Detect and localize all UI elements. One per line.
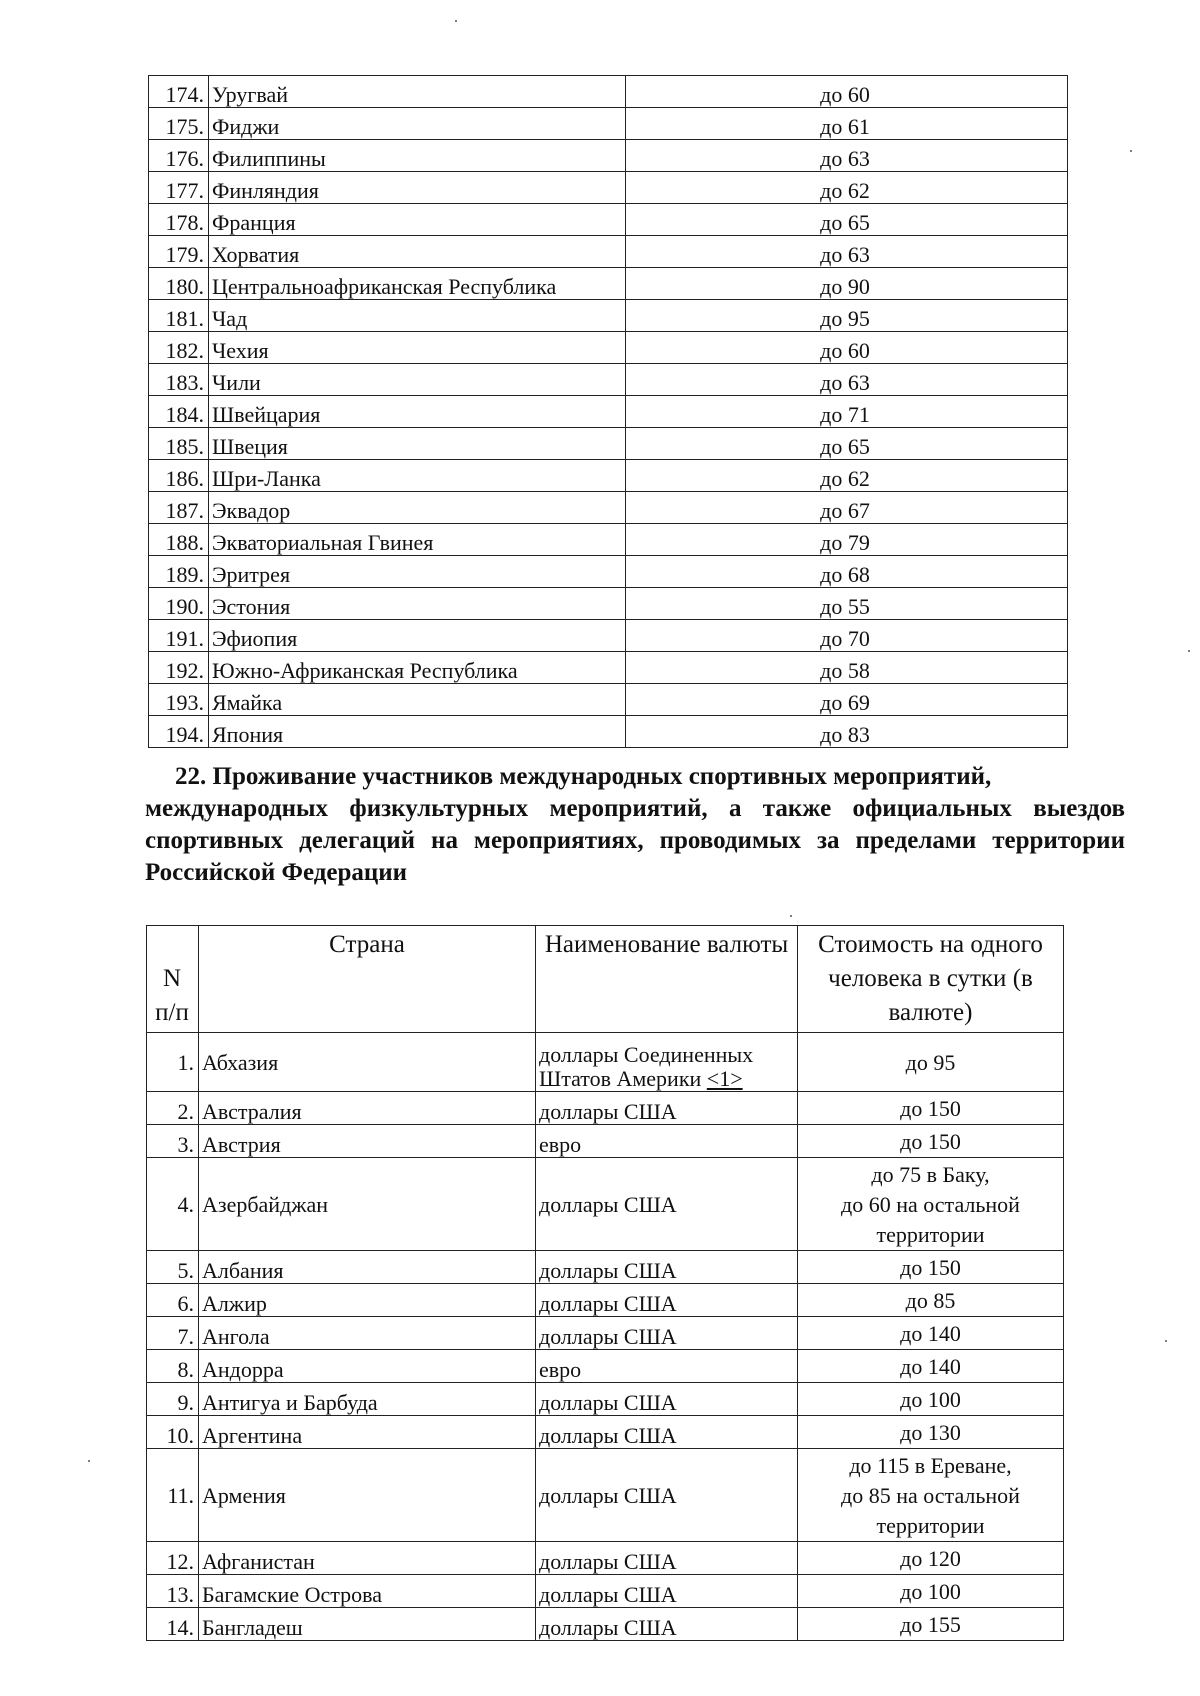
cost-value: до 71 [626, 396, 1068, 428]
row-number: 177. [149, 172, 209, 204]
currency-name: доллары США [536, 1449, 798, 1542]
country-name: Армения [199, 1449, 536, 1542]
row-number: 2. [147, 1092, 199, 1125]
country-name: Центральноафриканская Республика [209, 268, 626, 300]
row-number: 188. [149, 524, 209, 556]
table-row [149, 204, 1068, 236]
country-name: Багамские Острова [199, 1575, 536, 1608]
cost-value [798, 1158, 1064, 1251]
country-name: Эквадор [209, 492, 626, 524]
row-number: 6. [147, 1284, 199, 1317]
country-name: Ямайка [209, 684, 626, 716]
section-heading-line1: 22. Проживание участников международных спортивных мероприятий, [175, 763, 992, 790]
table-row [149, 268, 1068, 300]
cost-line: территории [876, 1222, 985, 1247]
cost-value: до 100 [798, 1383, 1064, 1416]
cost-value: до 55 [626, 588, 1068, 620]
cost-value: до 62 [626, 172, 1068, 204]
table-row [149, 396, 1068, 428]
country-name: Уругвай [209, 76, 626, 108]
currency-name: доллары США [536, 1416, 798, 1449]
row-number: 175. [149, 108, 209, 140]
row-number: 180. [149, 268, 209, 300]
cost-value: до 150 [798, 1251, 1064, 1284]
cost-value: до 140 [798, 1350, 1064, 1383]
cost-value: до 67 [626, 492, 1068, 524]
table-row [149, 364, 1068, 396]
footnote-link[interactable]: <1> [706, 1066, 743, 1091]
table-row [147, 1449, 1064, 1542]
table-row [147, 1542, 1064, 1575]
table-row [149, 588, 1068, 620]
table-row [149, 428, 1068, 460]
table-row [149, 556, 1068, 588]
country-name: Андорра [199, 1350, 536, 1383]
country-name: Хорватия [209, 236, 626, 268]
cost-value: до 140 [798, 1317, 1064, 1350]
cost-value: до 70 [626, 620, 1068, 652]
table-row [147, 1033, 1064, 1092]
country-name: Финляндия [209, 172, 626, 204]
currency-name: доллары США [536, 1575, 798, 1608]
scan-speck [1165, 1340, 1167, 1342]
currency-name: доллары США [536, 1542, 798, 1575]
header-number: N п/п [147, 926, 199, 1033]
country-name: Абхазия [199, 1033, 536, 1092]
cost-value: до 61 [626, 108, 1068, 140]
country-name: Алжир [199, 1284, 536, 1317]
table-row [147, 1383, 1064, 1416]
table-row [149, 236, 1068, 268]
country-name: Экваториальная Гвинея [209, 524, 626, 556]
table-row [147, 1416, 1064, 1449]
cost-value: до 60 [626, 332, 1068, 364]
table-row [149, 524, 1068, 556]
currency-name: доллары США [536, 1092, 798, 1125]
row-number: 1. [147, 1033, 199, 1092]
table-row [149, 684, 1068, 716]
row-number: 11. [147, 1449, 199, 1542]
cost-value: до 58 [626, 652, 1068, 684]
table-row [149, 492, 1068, 524]
cost-value [798, 1449, 1064, 1542]
row-number: 189. [149, 556, 209, 588]
table-row [149, 620, 1068, 652]
scan-speck [1188, 650, 1190, 652]
scan-speck [455, 20, 457, 22]
row-number: 178. [149, 204, 209, 236]
cost-value: до 63 [626, 236, 1068, 268]
currency-name: евро [536, 1350, 798, 1383]
country-name: Чад [209, 300, 626, 332]
section-heading [145, 761, 1125, 889]
table-row [149, 716, 1068, 748]
country-name: Австрия [199, 1125, 536, 1158]
country-name: Шри-Ланка [209, 460, 626, 492]
table-row [149, 300, 1068, 332]
currency-name: доллары США [536, 1383, 798, 1416]
row-number: 3. [147, 1125, 199, 1158]
country-name: Ангола [199, 1317, 536, 1350]
table-header-row [147, 926, 1064, 1033]
row-number: 186. [149, 460, 209, 492]
table-row [147, 1350, 1064, 1383]
country-name: Бангладеш [199, 1608, 536, 1641]
currency-name: доллары США [536, 1317, 798, 1350]
table-row [147, 1317, 1064, 1350]
currency-name: доллары США [536, 1158, 798, 1251]
country-name: Швейцария [209, 396, 626, 428]
table-row [149, 108, 1068, 140]
cost-line: до 115 в Ереване, [849, 1453, 1012, 1478]
country-name: Фиджи [209, 108, 626, 140]
currency-name [536, 1033, 798, 1092]
row-number: 194. [149, 716, 209, 748]
row-number: 191. [149, 620, 209, 652]
row-number: 13. [147, 1575, 199, 1608]
cost-value: до 155 [798, 1608, 1064, 1641]
table-row [147, 1284, 1064, 1317]
row-number: 4. [147, 1158, 199, 1251]
cost-line: до 75 в Баку, [871, 1162, 990, 1187]
cost-value: до 60 [626, 76, 1068, 108]
country-name: Франция [209, 204, 626, 236]
cost-value: до 68 [626, 556, 1068, 588]
row-number: 181. [149, 300, 209, 332]
header-cost: Стоимость на одного человека в сутки (в валюте) [798, 926, 1064, 1033]
cost-value: до 120 [798, 1542, 1064, 1575]
cost-value: до 65 [626, 204, 1068, 236]
row-number: 7. [147, 1317, 199, 1350]
table-row [149, 460, 1068, 492]
row-number: 185. [149, 428, 209, 460]
cost-value: до 90 [626, 268, 1068, 300]
cost-value: до 79 [626, 524, 1068, 556]
cost-line: территории [876, 1513, 985, 1538]
scan-speck [1130, 150, 1132, 152]
country-name: Антигуа и Барбуда [199, 1383, 536, 1416]
currency-line: Штатов Америки [539, 1066, 702, 1091]
row-number: 10. [147, 1416, 199, 1449]
currency-name: доллары США [536, 1251, 798, 1284]
cost-value: до 85 [798, 1284, 1064, 1317]
table-row [149, 652, 1068, 684]
country-name: Чили [209, 364, 626, 396]
table-row [147, 1575, 1064, 1608]
cost-value: до 69 [626, 684, 1068, 716]
cost-value: до 150 [798, 1092, 1064, 1125]
row-number: 8. [147, 1350, 199, 1383]
cost-value: до 83 [626, 716, 1068, 748]
header-country: Страна [199, 926, 536, 1033]
table-row [149, 140, 1068, 172]
currency-name: евро [536, 1125, 798, 1158]
country-name: Филиппины [209, 140, 626, 172]
country-name: Азербайджан [199, 1158, 536, 1251]
cost-value: до 63 [626, 140, 1068, 172]
scan-speck [790, 915, 792, 917]
country-name: Афганистан [199, 1542, 536, 1575]
country-name: Япония [209, 716, 626, 748]
table-row [147, 1158, 1064, 1251]
row-number: 183. [149, 364, 209, 396]
country-name: Австралия [199, 1092, 536, 1125]
cost-value: до 62 [626, 460, 1068, 492]
row-number: 192. [149, 652, 209, 684]
country-name: Аргентина [199, 1416, 536, 1449]
header-currency: Наименование валюты [536, 926, 798, 1033]
table-row [147, 1125, 1064, 1158]
scan-speck [88, 1460, 90, 1462]
cost-value: до 130 [798, 1416, 1064, 1449]
currency-line: доллары Соединенных [539, 1042, 754, 1067]
row-number: 193. [149, 684, 209, 716]
row-number: 184. [149, 396, 209, 428]
cost-value: до 65 [626, 428, 1068, 460]
row-number: 5. [147, 1251, 199, 1284]
table-row [149, 172, 1068, 204]
cost-value: до 100 [798, 1575, 1064, 1608]
cost-value: до 95 [798, 1033, 1064, 1092]
table-row [147, 1092, 1064, 1125]
row-number: 12. [147, 1542, 199, 1575]
section-heading-rest: международных физкультурных мероприятий, а также официальных выездов спортивных делегаций на мероприятиях, проводимых за пределами территории Российской Федерации [145, 795, 1125, 886]
table-row [149, 332, 1068, 364]
country-name: Эстония [209, 588, 626, 620]
cost-value: до 63 [626, 364, 1068, 396]
row-number: 190. [149, 588, 209, 620]
cost-line: до 60 на остальной [841, 1192, 1020, 1217]
country-name: Албания [199, 1251, 536, 1284]
row-number: 187. [149, 492, 209, 524]
country-name: Эфиопия [209, 620, 626, 652]
table-row [149, 76, 1068, 108]
row-number: 182. [149, 332, 209, 364]
table-row [147, 1251, 1064, 1284]
cost-value: до 95 [626, 300, 1068, 332]
table-row [147, 1608, 1064, 1641]
country-name: Южно-Африканская Республика [209, 652, 626, 684]
country-name: Эритрея [209, 556, 626, 588]
country-name: Швеция [209, 428, 626, 460]
row-number: 174. [149, 76, 209, 108]
currency-name: доллары США [536, 1284, 798, 1317]
row-number: 14. [147, 1608, 199, 1641]
per-diem-table-continued [148, 75, 1068, 748]
currency-name: доллары США [536, 1608, 798, 1641]
row-number: 176. [149, 140, 209, 172]
country-name: Чехия [209, 332, 626, 364]
cost-value: до 150 [798, 1125, 1064, 1158]
row-number: 179. [149, 236, 209, 268]
sports-accommodation-table [146, 925, 1064, 1641]
row-number: 9. [147, 1383, 199, 1416]
cost-line: до 85 на остальной [841, 1483, 1020, 1508]
